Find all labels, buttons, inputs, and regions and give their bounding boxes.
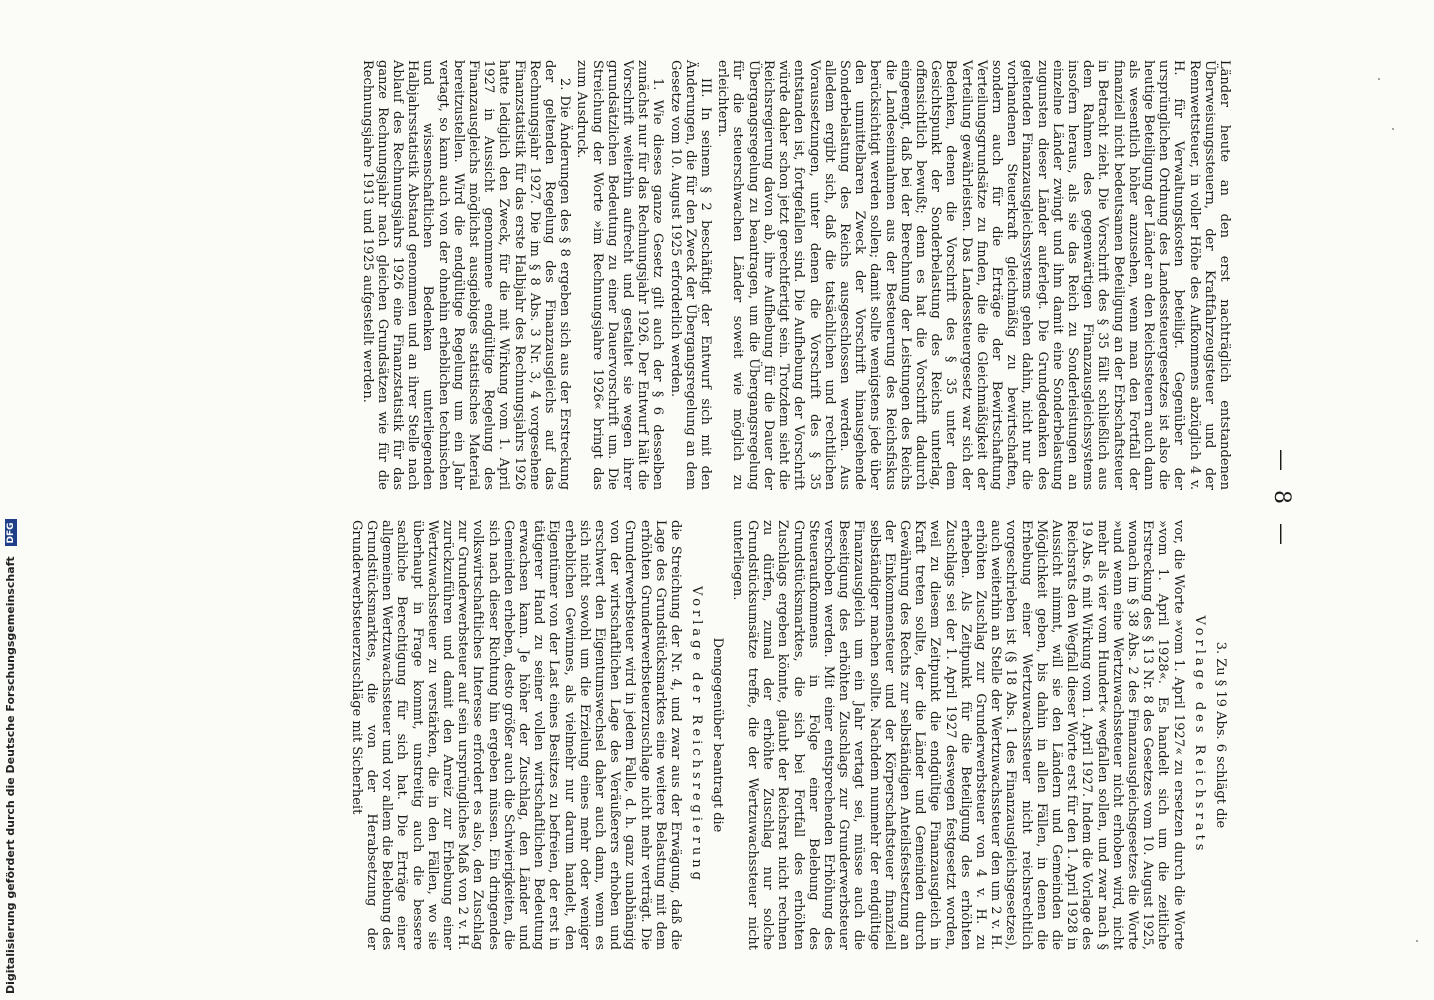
left-text-column [359, 60, 1232, 490]
scan-speck [1416, 940, 1418, 942]
scan-speck [1378, 78, 1380, 80]
paragraph: vor, die Worte »vom 1. April 1927« zu ersetzen durch die Worte »vom 1. April 1928«. Es handelt sich um die zeitliche Erstreckung des § 13 Nr. 8 des Gesetzes vom 10. August 1925, wonach im § 38 Abs. 2 des Finanzausgleichsgesetzes die Worte »und wenn eine Wertzuwachssteuer nicht erhoben wird, nicht mehr als vier vom Hundert« wegfallen sollen, und zwar nach § 19 Abs. 6 mit Wirkung vom 1. April 1927. Indem die Vorlage des Reichsrats den Wegfall dieser Worte erst für den 1. April 1928 in Aussicht nimmt, will sie den Ländern und Gemeinden die Möglichkeit geben, bis dahin in allen Fällen, in denen die Erhebung einer Wertzuwachssteuer nicht reichsrechtlich vorgeschrieben ist (§ 18 Abs. 1 des Finanzausgleichsgesetzes), auch weiterhin an Stelle der Wertzuwachssteuer den um 2 v. H. erhöhten Zuschlag zur Grunderwerbsteuer von 4 v. H. zu erheben. Als Zeitpunkt für die Beteiligung des erhöhten Zuschlags sei der 1. April 1927 deswegen festgesetzt worden, weil zu diesem Zeitpunkt die endgültige Finanzausgleich in Kraft treten sollte, der die Länder und Gemeinden durch Gewährung des Rechts zur selbständigen Anteilsfestsetzung an der Einkommensteuer und der Körperschaftsteuer finanziell selbständiger machen sollte. Nachdem nunmehr der endgültige Finanzausgleich um ein Jahr vertagt sei, müsse auch die Beseitigung des erhöhten Zuschlags zur Grunderwerbsteuer verschoben werden. Mit einer entsprechenden Erhöhung des Steueraufkommens in Folge einer Belebung des Grundstücksmarktes, die sich bei Fortfall des erhöhten Zuschlags ergeben könnte, glaubt der Reichsrat nicht rechnen zu dürfen, zumal der erhöhte Zuschlag nur solche Grundstücksumsätze treffe, die der Wertzuwachssteuer nicht unterliegen. [729, 520, 1186, 950]
section-heading: Vorlage des Reichsrats [1191, 615, 1207, 855]
dfg-logo-icon: DFG [5, 519, 17, 546]
paragraph: 1. Wie dieses ganze Gesetz gilt auch der § 6 desselben zunächst nur für das Rechnungsjahr 1926. Der Entwurf hält die Vorschrift weiterhin aufrecht und gestaltet sie wegen ihrer grundsätzlichen Bedeutung zu einer Dauervorschrift um. Die Streichung der Worte »im Rechnungsjahre 1926« bringt das zum Ausdruck. [574, 60, 666, 490]
scan-speck [1392, 128, 1394, 130]
page-number-header: — 8 — [1269, 449, 1294, 551]
paragraph: 2. Die Änderungen des § 8 ergeben sich aus der Erstreckung der geltenden Regelung des Finanzausgleichs auf das Rechnungsjahr 1927. Die im § 8 Abs. 3 Nr. 3, 4 vorgesehene Finanzstatistik für das erste Halbjahr des Rechnungsjahrs 1926 hatte lediglich den Zweck, für die mit Wirkung vom 1. April 1927 in Aussicht genommene endgültige Regelung des Finanzausgleichs möglichst ausgiebiges statistisches Material bereitzustellen. Wird die endgültige Regelung um ein Jahr vertagt, so kann auch von der ohnehin erheblichen technischen und wissenschaftlichen Bedenken unterliegenden Halbjahrsstatistik Abstand genommen und an ihrer Stelle nach Ablauf des Rechnungsjahrs 1926 eine Finanzstatistik für das ganze Rechnungsjahr nach gleichen Grundsätzen wie für die Rechnungsjahre 1913 und 1925 aufgestellt werden. [359, 60, 573, 490]
paragraph: III. In seinem § 2 beschäftigt der Entwurf sich mit den Änderungen, die für den Zweck der Übergangsregelung an dem Gesetze vom 10. August 1925 erforderlich werden. [667, 60, 714, 490]
paragraph: die Streichung der Nr. 4, und zwar aus der Erwägung, daß die Lage des Grundstücksmarktes eine weitere Belastung mit dem erhöhten Grunderwerbsteuerzuschlage nicht mehr verträgt. Die Grunderwerbsteuer wird in jedem Falle, d. h. ganz unabhängig von der wirtschaftlichen Lage des Veräußerers erhoben und erschwert den Eigentumswechsel daher auch dann, wenn es sich nicht sowohl um die Erzielung eines mehr oder weniger erheblichen Gewinnes, als vielmehr nur darum handelt, den Eigentümer von der Last eines Besitzes zu befreien, der erst in tätigerer Hand zu seiner vollen wirtschaftlichen Bedeutung erwachsen kann. Je höher der Zuschlag, den Länder und Gemeinden erheben, desto größer auch die Schwierigkeiten, die sich nach dieser Richtung hin ergeben müssen. Ein dringendes volkswirtschaftliches Interesse erfordert es also, den Zuschlag zur Grunderwerbsteuer auf sein ursprüngliches Maß von 2 v. H. zurückzuführen und damit den Anreiz zur Erhebung einer Wertzuwachssteuer zu verstärken, die in den Fällen, wo sie überhaupt in Frage kommt, unstreitig auch die bessere sachliche Berechtigung für sich hat. Die Erträge einer allgemeinen Wertzuwachssteuer und vor allem die Belebung des Grundstücksmarktes, die von der Herabsetzung der Grunderwerbsteuerzuschläge mit Sicherheit [348, 520, 684, 950]
footer-text: Digitalisierung gefördert durch die Deutsche Forschungsgemeinschaft [4, 556, 17, 994]
paragraph: Länder heute an den erst nachträglich entstandenen Überweisungssteuern, der Kraftfahrzeugsteuer und der Rennwettsteuer, in voller Höhe des Aufkommens abzüglich 4 v. H. für Verwaltungskosten beteiligt. Gegenüber der ursprünglichen Ordnung des Landessteuergesetzes ist also die heutige Beteiligung der Länder an den Reichssteuern auch dann als wesentlich höher anzusehen, wenn man den Fortfall der finanziell nicht bedeutsamen Beteiligung an der Erbschaftsteuer in Betracht zieht. Die Vorschrift des § 35 fällt schließlich aus dem Rahmen des gegenwärtigen Finanzausgleichssystems insofern heraus, als sie das Reich zu Sonderleistungen an einzelne Länder zwingt und ihm damit eine Sonderbelastung zugunsten dieser Länder auferlegt. Die Grundgedanken des geltenden Finanzausgleichssystems gehen dahin, nicht nur die vorhandenen Steuerkraft gleichmäßig zu bewirtschaften, sondern auch für die Erträge der Bewirtschaftung Verteilungsgrundsätze zu finden, die die Gleichmäßigkeit der Verteilung gewährleisten. Das Landessteuergesetz war sich der Bedenken, denen die Vorschrift des § 35 unter dem Gesichtspunkt der Sonderbelastung des Reichs unterlag, offensichtlich bewußt; denn es hat die Vorschrift dadurch eingeengt, daß bei der Berechnung der Leistungen des Reichs die Landeseinnahmen aus der Besteuerung des Reichsfiskus berücksichtigt werden sollen; damit sollte wenigstens jede über den unmittelbaren Zweck der Vorschrift hinausgehende Sonderbelastung des Reichs ausgeschlossen werden. Aus alledem ergibt sich, daß die tatsächlichen und rechtlichen Voraussetzungen, unter denen die Vorschrift des § 35 entstanden ist, fortgefallen sind. Die Aufhebung der Vorschrift würde daher schon jetzt gerechtfertigt sein. Trotzdem sieht die Reichsregierung davon ab, ihre Aufhebung für die Dauer der Übergangsregelung zu beantragen, um die Übergangsregelung für die steuerschwachen Länder soweit wie möglich zu erleichtern. [715, 60, 1232, 490]
digitization-footer [4, 519, 17, 994]
section-heading: Demgegenüber beantragt die [710, 637, 726, 833]
rotated-page-content [104, 60, 1294, 950]
section-heading: Vorlage der Reichsregierung [689, 586, 705, 884]
right-text-column [349, 520, 1232, 950]
section-title: 3. Zu § 19 Abs. 6 schlägt die [1213, 641, 1228, 829]
